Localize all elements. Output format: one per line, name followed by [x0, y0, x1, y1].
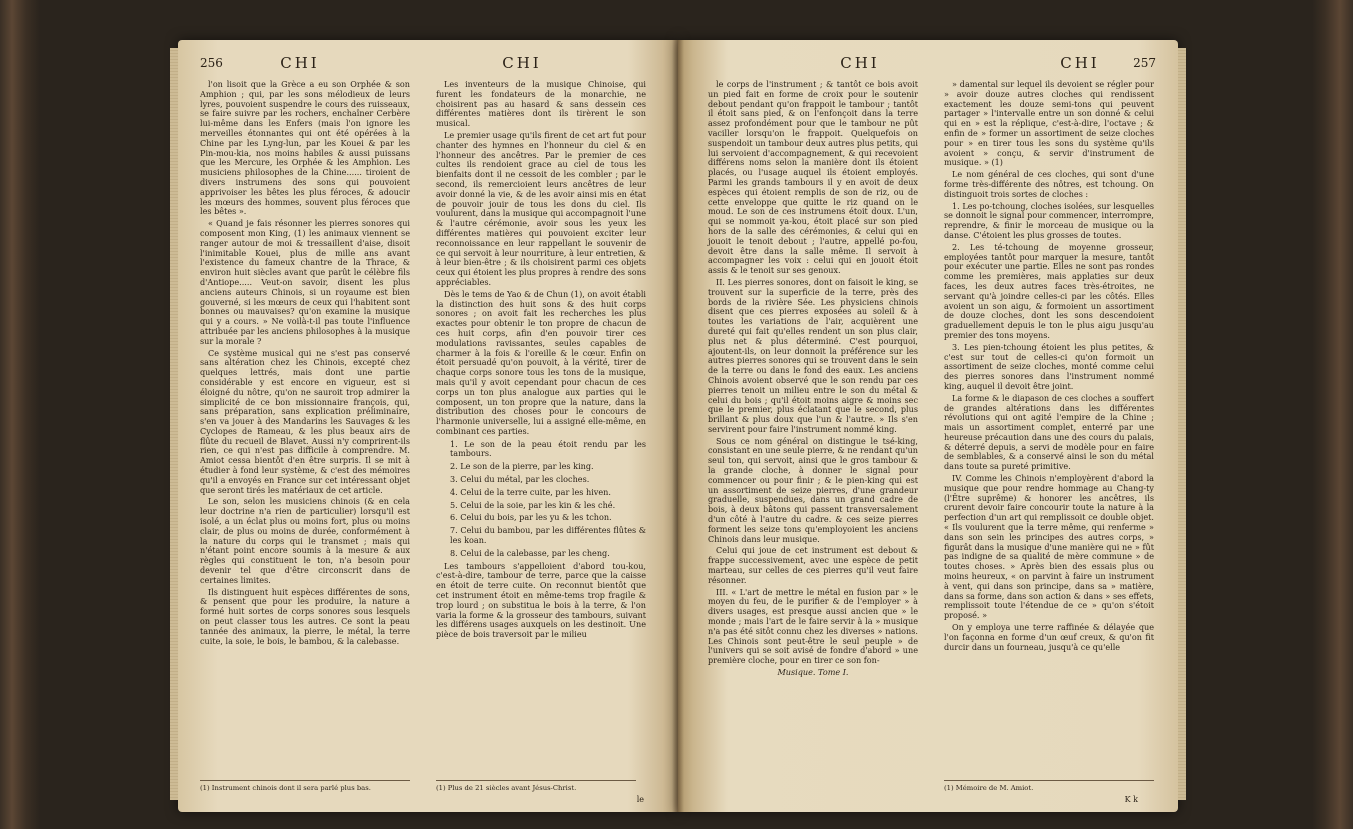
- left-page: [178, 40, 678, 812]
- paragraph: II. Les pierres sonores, dont on faisoit le king, se trouvent sur la superficie de la terre, près des bords de la rivière Sée. Les physiciens chinois disent que ces pierres exposées au soleil & à toutes les variations de l'air, acquièrent une dureté qui fait qu'elles rendent un son plus clair, plus net & plus déterminé. C'est pourquoi, ajoutent-ils, on leur donnoit la préférence sur les autres pierres sonores qui se trouvent dans le sein de la terre ou dans le fond des eaux. Les anciens Chinois avoient observé que le son rendu par ces pierres tenoit un milieu entre le son du métal & celui du bois ; qu'il étoit moins aigre & moins sec que le premier, plus éclatant que le second, plus brillant & plus doux que l'un & l'autre. » Ils s'en servirent pour faire l'instrument nommé king.: [708, 276, 918, 434]
- list-item: 5. Celui de la soie, par les kin & les ché.: [450, 499, 616, 510]
- list-item: 6. Celui du bois, par les yu & les tchon.: [450, 512, 612, 523]
- paragraph: le corps de l'instrument ; & tantôt ce bois avoit un pied fait en forme de croix pour le soutenir debout pendant qu'on frappoit le tambour ; tantôt il étoit sans pied, & on l'enfonçoit dans la terre assez profondément pour que le tambour ne pût vaciller lorsqu'on le frappoit. Quelquefois on suspendoit un tambour deux autres plus petits, qui lui servoient d'accompagnement, & qui recevoient différens noms selon la manière dont ils étoient placés, ou l'usage auquel ils étoient employés. Parmi les grands tambours il y en avoit de deux espèces qui étoient remplis de son de riz, ou de cette enveloppe que quitte le riz quand on le moud. Le son de ces instrumens étoit doux. L'un, qui se nommoit ya-kou, étoit placé sur son pied hors de la salle des cérémonies, & celui qui en jouoit le tenoit debout ; l'autre, appellé po-fou, devoit être dans la salle même. Il servoit à accompagner les voix : celui qui en jouoit étoit assis & le tenoit sur ses genoux.: [708, 79, 918, 276]
- paragraph: l'on lisoit que la Grèce a eu son Orphée & son Amphion ; qui, par les sons mélodieux de leurs lyres, pouvoient suspendre le cours des ruisseaux, se faire suivre par les rochers, enchaîner Cerbère lui-même dans les Enfers (mais l'on ignore les merveilles étonnantes qui ont été opérées à la Chine par les Lyng-lun, par les Kouei & par les Pin-mou-kia, nos moins habiles & aussi puissans que les Mercure, les Orphée & les Amphion. Les musiciens philosophes de la Chine...... tiroient de divers instrumens des sons qui pouvoient apprivoiser les bêtes les plus féroces, & adoucir les mœurs des hommes, souvent plus féroces que les bêtes ».: [200, 79, 410, 217]
- paragraph: On y employa une terre raffinée & délayée que l'on façonna en forme d'un œuf creux, & qu'on fit durcir dans un fourneau, jusqu'à ce qu'elle: [944, 622, 1154, 652]
- paragraph: Dès le tems de Yao & de Chun (1), on avoit établi la distinction des huit sons & des huit corps sonores ; on avoit fait les recherches les plus exactes pour obtenir le ton propre de chacun de ces huit corps, afin d'en pouvoir tirer ces modulations ravissantes, seules capables de charmer à la fois & l'oreille & le cœur. Enfin on étoit persuadé qu'on pouvoit, à la vérité, tirer de chaque corps sonore tous les tons de la musique, mais qu'il y avoit cependant pour chacun de ces corps un ton plus analogue aux parties qui le composent, un ton propre que la nature, dans la distribution des choses pour le concours de l'harmonie universelle, lui a assigné elle-même, en combinant ces parties.: [436, 288, 646, 436]
- paragraph: Ce système musical qui ne s'est pas conservé sans altération chez les Chinois, excepté chez quelques lettrés, mais dont une partie considérable y est encore en vigueur, est si éloigné du nôtre, qu'on ne sauroit trop admirer la simplicité de ce bon missionnaire françois, qui, sans préparation, sans explication préliminaire, s'en va jouer à des Mandarins les Sauvages & les Cyclopes de Rameau, & les plus beaux airs de flûte du recueil de Blavet. Aussi n'y comprirent-ils rien, ce qui n'est pas difficile à comprendre. M. Amiot cessa bientôt d'en être surpris. Il se mit à étudier à fond leur système, & c'est des mémoires qu'il a envoyés en France sur cet intéressant objet que seront tirés les matériaux de cet article.: [200, 347, 410, 495]
- footnote: (1) Instrument chinois dont il sera parlé plus bas.: [200, 780, 410, 792]
- paragraph: III. « L'art de mettre le métal en fusion par » le moyen du feu, de le purifier & de l'employer » à divers usages, est presque aussi ancien que » le monde ; mais l'art de le faire servir à la » musique n'a pas été sitôt connu chez les diverses » nations. Les Chinois sont peut-être le seul peuple » de l'univers qui se soit avisé de fondre d'abord » une première cloche, pour en tirer ce son fon-: [708, 586, 918, 666]
- right-column-2: [944, 80, 1154, 654]
- paragraph: IV. Comme les Chinois n'employèrent d'abord la musique que pour rendre hommage au Chang-ty (l'Être suprême) & honorer les ancêtres, ils crurent devoir faire concourir toute la nature à la perfection d'un art qui remplissoit ce double objet. « Ils voulurent que la terre même, qui renferme » dans son sein les principes des autres corps, » figurât dans la musique d'une manière qui ne » fût pas indigne de sa qualité de mère commune » de toutes choses. » Après bien des essais plus ou moins heureux, « on parvint à faire un instrument à vent, qui dans son principe, dans sa » matière, dans sa forme, dans son action & dans » ses effets, remplissoit toute l'étendue de ce » qu'on s'étoit proposé. »: [944, 473, 1154, 621]
- signature-mark: K k: [1124, 795, 1138, 804]
- paragraph: Le premier usage qu'ils firent de cet art fut pour chanter des hymnes en l'honneur du ciel & en l'honneur des ancêtres. Par le premier de ces cultes ils rendoient grace au ciel de tous les bienfaits dont il ne cessoit de les combler ; par le second, ils remercioient leurs ancêtres de leur avoir donné la vie, & de les avoir ainsi mis en état de pouvoir jouir de tous les dons du ciel. Ils voulurent, dans la musique qui accompagnoit l'une & l'autre cérémonie, avoir sous les yeux les différentes matières qui pouvoient exciter leur reconnoissance en leur rappellant le souvenir de ce qui servoit à leur nourriture, à leur entretien, & à leur bien-être ; & ils choisirent parmi ces objets ceux qui étoient les plus propres à rendre des sons appréciables.: [436, 129, 646, 287]
- paragraph: Celui qui joue de cet instrument est debout & frappe successivement, avec une espèce de petit marteau, sur celles de ces pierres qu'il veut faire résonner.: [708, 545, 918, 585]
- left-column-2: [436, 80, 646, 642]
- list-item: 3. Celui du métal, par les cloches.: [450, 474, 590, 485]
- page-number: 256: [200, 56, 223, 70]
- footnote: (1) Plus de 21 siècles avant Jésus-Christ.: [436, 780, 636, 792]
- footnote: (1) Mémoire de M. Amiot.: [944, 780, 1154, 792]
- right-page-header: [700, 54, 1156, 74]
- paragraph: Le nom général de ces cloches, qui sont d'une forme très-différente des nôtres, est tchoung. On distinguoit trois sortes de cloches :: [944, 169, 1154, 199]
- gutter-shadow: [672, 40, 684, 812]
- sound-bodies-list: [436, 440, 646, 559]
- right-column-1: [708, 80, 918, 680]
- paragraph: Les inventeurs de la musique Chinoise, qui furent les fondateurs de la monarchie, ne choisirent pas au hasard & sans dessein ces différentes matières dont ils tirèrent le son musical.: [436, 79, 646, 129]
- paragraph: 3. Les pien-tchoung étoient les plus petites, & c'est sur tout de celles-ci qu'on formoit un assortiment de seize cloches, monté comme celui des pierres sonores dans l'instrument nommé king, auquel il devoit être joint.: [944, 341, 1154, 391]
- running-title-col2: CHI: [502, 54, 542, 72]
- paragraph: Les tambours s'appelloient d'abord tou-kou, c'est-à-dire, tambour de terre, parce que la caisse en étoit de terre cuite. On reconnut bientôt que cet instrument étoit en même-tems trop fragile & trop lourd ; on substitua le bois à la terre, & l'on varia la forme & la grosseur des tambours, suivant les différens usages auxquels on les destinoit. Une pièce de bois traversoit par le milieu: [436, 560, 646, 640]
- list-item: 1. Le son de la peau étoit rendu par les tambours.: [450, 438, 646, 459]
- running-title-col1: CHI: [840, 54, 880, 72]
- page-number: 257: [1133, 56, 1156, 70]
- left-page-header: [200, 54, 656, 74]
- list-item: 4. Celui de la terre cuite, par les hiven.: [450, 486, 611, 497]
- paragraph: 2. Les té-tchoung de moyenne grosseur, employées tantôt pour marquer la mesure, tantôt pour exécuter une partie. Elles ne sont pas rondes comme les premières, mais applaties sur deux faces, les deux autres faces très-étroites, ne servant qu'à joindre celles-ci par les côtés. Elles avoient un son aigu, & formoient un assortiment de douze cloches, dont les sons descendoient graduellement depuis le ton le plus aigu jusqu'au premier des tons moyens.: [944, 241, 1154, 340]
- paragraph: Le son, selon les musiciens chinois (& en cela leur doctrine n'a rien de particulier) lorsqu'il est isolé, a un éclat plus ou moins fort, plus ou moins clair, de plus ou moins de durée, conformément à la nature du corps qui le transmet ; mais qui n'étant point encore soumis à la mesure & aux règles qui constituent le ton, n'a besoin pour devenir tel que d'être circonscrit dans de certaines limites.: [200, 496, 410, 585]
- list-item: 7. Celui du bambou, par les différentes flûtes & les koan.: [450, 525, 646, 546]
- running-title: CHI: [280, 54, 320, 72]
- running-title: CHI: [1060, 54, 1100, 72]
- page-edges-left: [170, 48, 178, 800]
- page-edges-right: [1178, 48, 1186, 800]
- open-book: [178, 18, 1178, 818]
- paragraph: Ils distinguent huit espèces différentes de sons, & pensent que pour les produire, la nature a formé huit sortes de corps sonores sous lesquels on peut classer tous les autres. Ce sont la peau tannée des animaux, la pierre, le métal, la terre cuite, la soie, le bois, le bambou, & la calebasse.: [200, 586, 410, 646]
- paragraph: « Quand je fais résonner les pierres sonores qui composent mon King, (1) les animaux viennent se ranger autour de moi & tressaillent d'aise, disoit l'inimitable Kouei, plus de mille ans avant l'existence du fameux chantre de la Thrace, & environ huit siècles avant que parût le célèbre fils d'Antiope..... Veut-on savoir, disent les plus anciens auteurs Chinois, si un royaume est bien gouverné, si les mœurs de ceux qui l'habitent sont bonnes ou mauvaises? qu'on examine la musique qui y a cours. » Ne voilà-t-il pas toute l'influence attribuée par les anciens philosophes à la musique sur la morale ?: [200, 218, 410, 346]
- left-column-1: [200, 80, 410, 648]
- catchword: le: [636, 795, 644, 804]
- paragraph: » damental sur lequel ils devoient se régler pour » avoir douze autres cloches qui rendissent exactement les douze semi-tons qui peuvent partager » l'intervalle entre un son donné & celui qui en » est la réplique, c'est-à-dire, l'octave ; & enfin de » former un assortiment de seize cloches pour » en tirer tous les sons du système qu'ils avoient » conçu, & servir d'instrument de musique. » (1): [944, 79, 1154, 168]
- list-item: 8. Celui de la calebasse, par les cheng.: [450, 547, 610, 558]
- list-item: 2. Le son de la pierre, par les king.: [450, 461, 594, 472]
- paragraph: 1. Les po-tchoung, cloches isolées, sur lesquelles se donnoit le signal pour commencer, interrompre, reprendre, & finir le morceau de musique ou la danse. C'étoient les plus grosses de toutes.: [944, 200, 1154, 240]
- paragraph: Sous ce nom général on distingue le tsé-king, consistant en une seule pierre, & ne rendant qu'un seul ton, qui servoit, ainsi que le gros tambour & la grande cloche, à donner le signal pour commencer ou pour finir ; & le pien-king qui est un assortiment de seize pierres, d'une grandeur graduelle, suspendues, dans un grand cadre de bois, à deux bâtons qui passent transversalement d'un côté à l'autre du cadre. & ces seize pierres forment les seize tons qu'employoient les anciens Chinois dans leur musique.: [708, 435, 918, 544]
- right-page: [678, 40, 1178, 812]
- signature-line: Musique. Tome I.: [777, 667, 849, 678]
- paragraph: La forme & le diapason de ces cloches a souffert de grandes altérations dans les différentes révolutions qui ont agité l'empire de la Chine ; mais un assortiment complet, enterré par une heureuse précaution dans une des cours du palais, & déterré depuis, a servi de modèle pour en faire de semblables, & a conservé ainsi le son du métal dans toute sa pureté primitive.: [944, 392, 1154, 472]
